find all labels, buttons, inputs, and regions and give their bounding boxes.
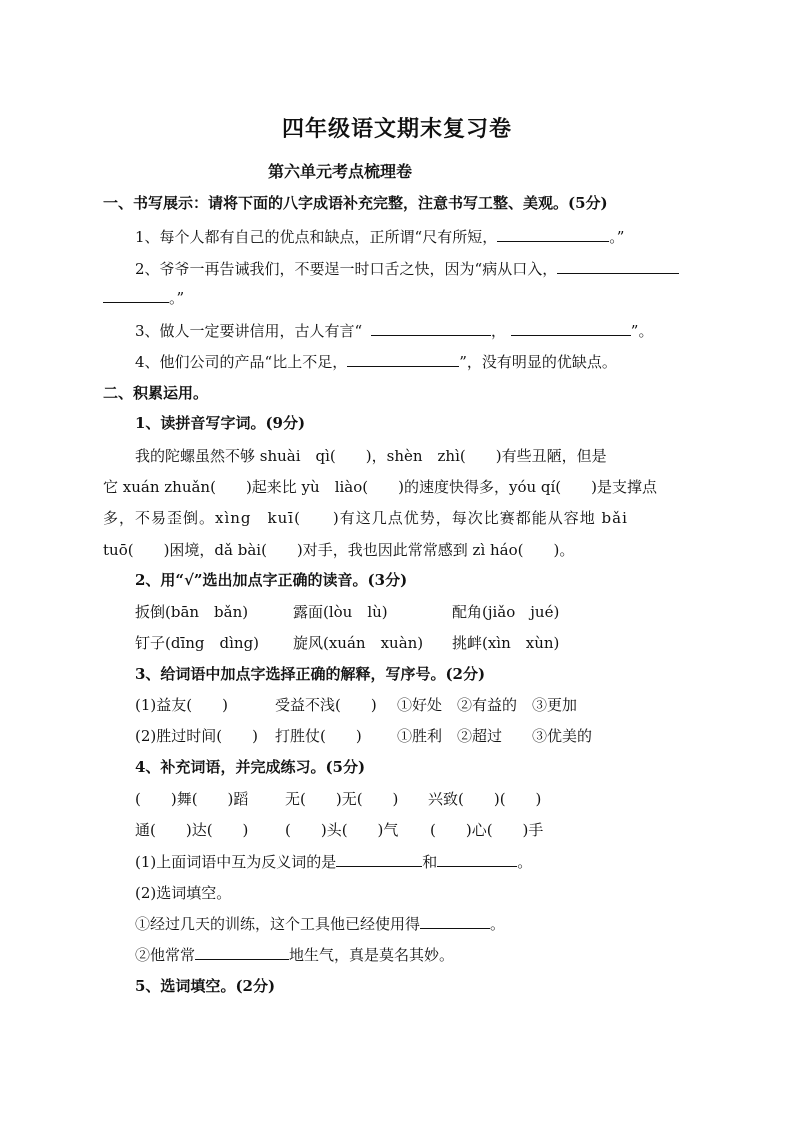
answer-blank[interactable] [336, 852, 422, 867]
meaning-options: ①胜利 ②超过 ③优美的 [397, 727, 593, 745]
pinyin-line-1: 我的陀螺虽然不够 shuài qì( )，shèn zhì( )有些丑陋，但是 [135, 447, 607, 465]
question-1-4 [135, 352, 617, 372]
sentence-text: ②他常常 [135, 946, 196, 964]
answer-blank[interactable] [420, 914, 490, 929]
part-1-heading: 1、读拼音写字词。(9分) [135, 414, 306, 432]
q2-end: 。” [169, 289, 185, 307]
sentence-text: 地生气，真是莫名其妙。 [289, 946, 455, 964]
word-fill: ( )头( )气 [285, 821, 399, 839]
q1-text: 1、每个人都有自己的优点和缺点，正所谓“尺有所短， [135, 228, 498, 246]
answer-blank[interactable] [437, 852, 517, 867]
section-2-heading: 二、积累运用。 [103, 384, 209, 402]
reading-option: 露面(lòu lù) [293, 603, 388, 621]
answer-blank[interactable] [347, 352, 459, 367]
pinyin-line-4: tuō( )困境，dǎ bài( )对手，我也因此常常感到 zì háo( )。 [103, 541, 575, 559]
q4-end: ”，没有明显的优缺点。 [459, 353, 617, 371]
reading-option: 扳倒(bān bǎn) [135, 603, 249, 621]
choose-word-label: (2)选词填空。 [135, 884, 232, 902]
end-mark: 。 [517, 853, 533, 871]
reading-option: 配角(jiǎo jué) [452, 603, 560, 621]
word-fill: ( )舞( )蹈 [135, 790, 249, 808]
antonym-question [135, 852, 532, 872]
meaning-item: 受益不浅( ) [275, 696, 377, 714]
antonym-text: (1)上面词语中互为反义词的是 [135, 853, 337, 871]
answer-blank[interactable] [557, 259, 679, 274]
section-1-heading: 一、书写展示：请将下面的八字成语补充完整，注意书写工整、美观。(5分) [103, 194, 608, 212]
question-1-2 [135, 259, 679, 279]
answer-blank[interactable] [511, 321, 631, 336]
q3-end: ”。 [630, 322, 654, 340]
q3-text: 3、做人一定要讲信用，古人有言“ [135, 322, 363, 340]
pinyin-line-3: 多，不易歪倒。xìng kuī( )有这几点优势，每次比赛都能从容地 bǎi [103, 509, 628, 527]
part-5-heading: 5、选词填空。(2分) [135, 977, 276, 995]
q4-text: 4、他们公司的产品“比上不足， [135, 353, 348, 371]
choose-word-1 [135, 914, 505, 934]
part-4-heading: 4、补充词语，并完成练习。(5分) [135, 758, 366, 776]
question-1-1 [135, 227, 624, 247]
word-fill: ( )心( )手 [430, 821, 544, 839]
part-2-heading: 2、用“√”选出加点字正确的读音。(3分) [135, 571, 408, 589]
reading-option: 旋风(xuán xuàn) [293, 634, 424, 652]
q2-text: 2、爷爷一再告诫我们，不要逞一时口舌之快，因为“病从口入， [135, 260, 558, 278]
word-fill: 通( )达( ) [135, 821, 249, 839]
reading-option: 钉子(dīng dìng) [135, 634, 260, 652]
q1-end: 。” [609, 228, 625, 246]
answer-blank[interactable] [195, 945, 289, 960]
meaning-item: 打胜仗( ) [275, 727, 362, 745]
question-1-3 [135, 321, 653, 341]
meaning-item: (2)胜过时间( ) [135, 727, 258, 745]
answer-blank[interactable] [497, 227, 609, 242]
answer-blank[interactable] [103, 288, 169, 303]
q3-comma: ， [491, 322, 507, 340]
sentence-text: ①经过几天的训练，这个工具他已经使用得 [135, 915, 421, 933]
and-text: 和 [422, 853, 438, 871]
word-fill: 无( )无( ) [285, 790, 399, 808]
choose-word-2 [135, 945, 454, 965]
meaning-options: ①好处 ②有益的 ③更加 [397, 696, 578, 714]
question-1-2-cont [103, 288, 184, 308]
page-subtitle: 第六单元考点梳理卷 [268, 162, 413, 181]
meaning-item: (1)益友( ) [135, 696, 228, 714]
reading-option: 挑衅(xìn xùn) [452, 634, 560, 652]
word-fill: 兴致( )( ) [428, 790, 542, 808]
pinyin-line-2: 它 xuán zhuǎn( )起来比 yù liào( )的速度快得多，yóu qí( )是支撑点 [103, 478, 658, 496]
part-3-heading: 3、给词语中加点字选择正确的解释，写序号。(2分) [135, 665, 486, 683]
page-title: 四年级语文期末复习卷 [281, 116, 512, 142]
end-mark: 。 [490, 915, 506, 933]
answer-blank[interactable] [371, 321, 491, 336]
